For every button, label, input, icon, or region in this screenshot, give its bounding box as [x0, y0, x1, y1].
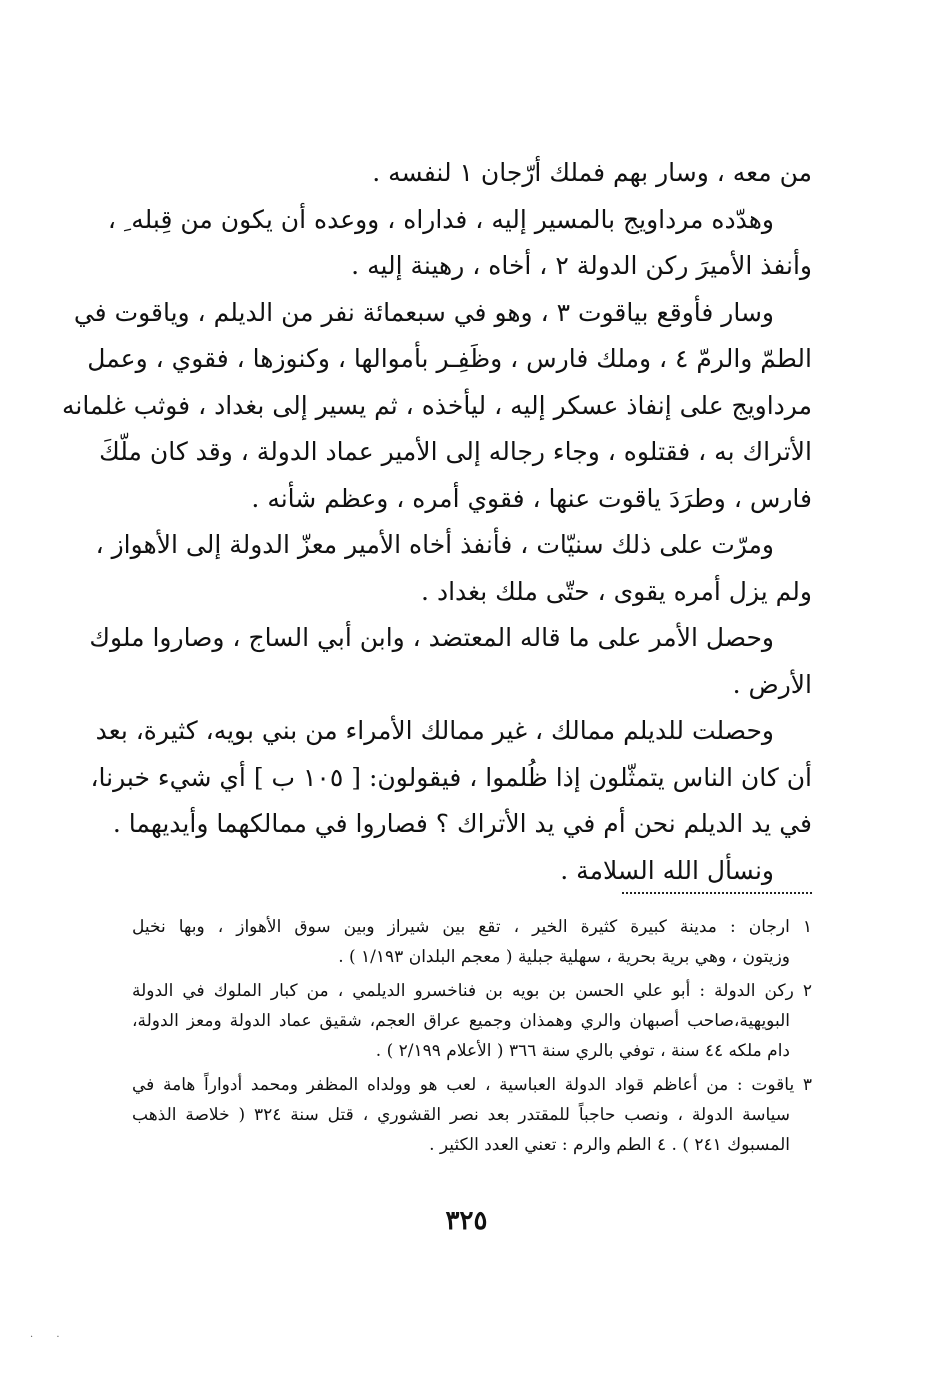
footnote-line: ١ ارجان : مدينة كبيرة كثيرة الخير ، تقع بين شيراز وبين سوق الأهواز ، وبها نخيل [132, 917, 812, 937]
main-text-body [62, 150, 812, 894]
text-line: فارس ، وطرَدَ ياقوت عنها ، فقوي أمره ، وعظم شأنه . [251, 483, 812, 513]
text-line: وحصلت للديلم ممالك ، غير ممالك الأمراء من بني بويه، كثيرة، بعد [95, 716, 774, 745]
text-line: الطمّ والرمّ ٤ ، وملك فارس ، وظَفِـر بأموالها ، وكنوزها ، فقوي ، وعمل [87, 344, 812, 373]
text-line: وحصل الأمر على ما قاله المعتضد ، وابن أبي الساج ، وصاروا ملوك [89, 623, 774, 652]
text-line: الأرض . [732, 669, 812, 699]
text-line: وأنفذ الأميرَ ركن الدولة ٢ ، أخاه ، رهينة إليه . [351, 251, 812, 280]
footnote-line: دام ملكه ٤٤ سنة ، توفي بالري سنة ٣٦٦ ( الأعلام ٢/١٩٩ ) . [375, 1041, 790, 1061]
footnotes-section [132, 912, 812, 1164]
text-line: ونسأل الله السلامة . [560, 855, 774, 885]
text-line: في يد الديلم نحن أم في يد الأتراك ؟ فصاروا في ممالكهما وأيديهما . [112, 809, 812, 838]
footnote-line: ٢ ركن الدولة : أبو علي الحسن بن بويه بن فناخسرو الديلمي ، من كبار الملوك في الدولة [132, 981, 812, 1001]
text-line: مرداويج على إنفاذ عسكر إليه ، ليأخذه ، ثم يسير إلى بغداد ، فوثب غلمانه [62, 390, 812, 420]
text-line: الأتراك به ، فقتلوه ، وجاء رجاله إلى الأمير عماد الدولة ، وقد كان ملّكَ [99, 437, 812, 466]
footnote-line: المسبوك ٢٤١ ) . ٤ الطم والرم : تعني العدد الكثير . [429, 1135, 790, 1155]
footnote-2 [132, 976, 812, 1066]
footnote-1 [132, 912, 812, 972]
text-line: أن كان الناس يتمثّلون إذا ظُلموا ، فيقولون: [ ١٠٥ ب ] أي شيء خبرنا، [90, 762, 812, 792]
footnote-line: ٣ ياقوت : من أعاظم قواد الدولة العباسية ، لعب هو وولداه المظفر ومحمد أدواراً هامة في [132, 1075, 812, 1095]
footnote-line: البويهية،صاحب أصبهان والري وهمذان وجميع عراق العجم، شقيق عماد الدولة ومعز الدولة، [132, 1011, 790, 1031]
footnote-3 [132, 1070, 812, 1160]
footnote-line: وزيتون ، وهي برية بحرية ، سهلية جبلية ( معجم البلدان ١/١٩٣ ) . [338, 947, 790, 967]
page-number: ٣٢٥ [445, 1206, 488, 1236]
text-line: ولم يزل أمره يقوى ، حتّى ملك بغداد . [421, 576, 812, 606]
footnote-divider [622, 892, 812, 894]
text-line: وسار فأوقع بياقوت ٣ ، وهو في سبعمائة نفر من الديلم ، وياقوت في [73, 297, 774, 327]
scan-specks: · · [30, 1332, 70, 1343]
text-line: ومرّت على ذلك سنيّات ، فأنفذ أخاه الأمير معزّ الدولة إلى الأهواز ، [95, 530, 774, 559]
text-line: وهدّده مرداويج بالمسير إليه ، فداراه ، ووعده أن يكون من قِبله ِ ، [107, 204, 774, 234]
footnote-line: سياسة الدولة ، ونصب حاجباً للمقتدر بعد نصر القشوري ، قتل سنة ٣٢٤ ( خلاصة الذهب [132, 1105, 790, 1125]
text-line: من معه ، وسار بهم فملك أرّجان ١ لنفسه . [372, 158, 812, 187]
